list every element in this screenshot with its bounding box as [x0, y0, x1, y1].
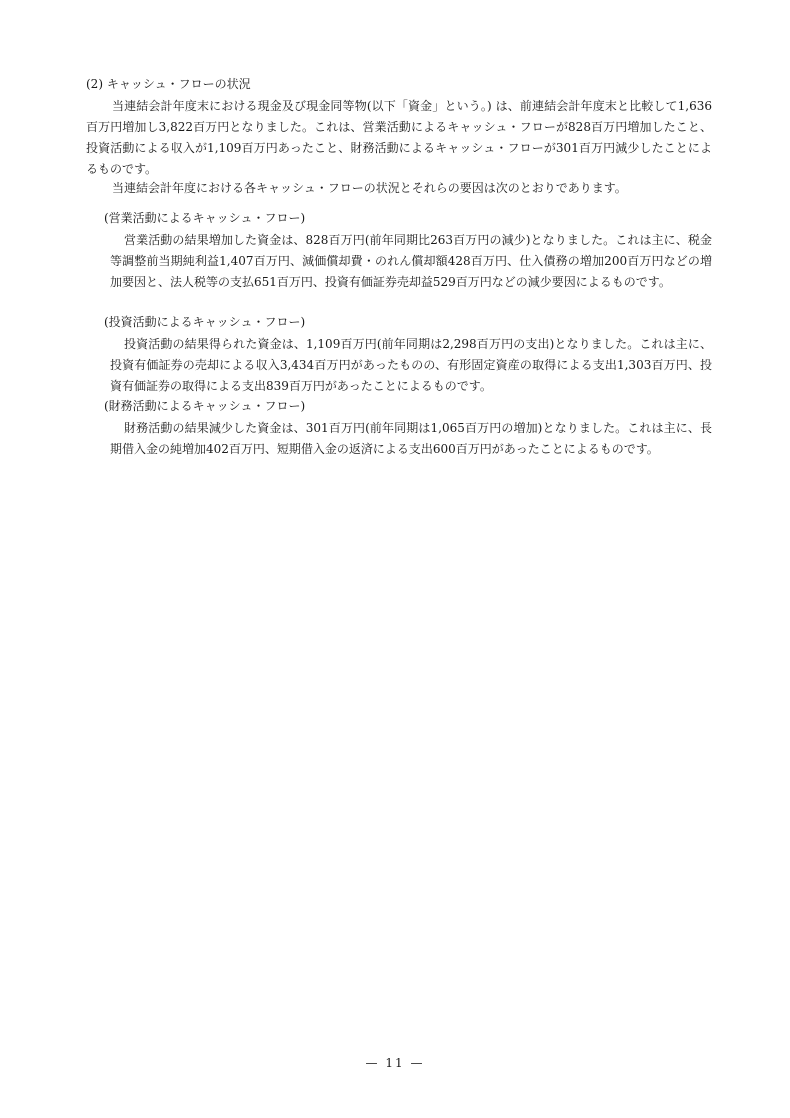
financing-cf-body: 財務活動の結果減少した資金は、301百万円(前年同期は1,065百万円の増加)となりました。これは主に、長期借入金の純増加402百万円、短期借入金の返済による支出600百万円があったことによるものです。	[110, 421, 712, 456]
investing-cf-body: 投資活動の結果得られた資金は、1,109百万円(前年同期は2,298百万円の支出)となりました。これは主に、投資有価証券の売却による収入3,434百万円があったものの、有形固定資産の取得による支出1,303百万円、投資有価証券の取得による支出839百万円があったことによるものです。	[110, 337, 712, 393]
investing-cf-title: (投資活動によるキャッシュ・フロー)	[104, 315, 306, 329]
page-number: — 11 —	[365, 1056, 425, 1070]
operating-cf-title: (営業活動によるキャッシュ・フロー)	[104, 211, 306, 225]
intro-summary-paragraph: 当連結会計年度における各キャッシュ・フローの状況とそれらの要因は次のとおりであります。	[112, 181, 627, 195]
operating-cf-body: 営業活動の結果増加した資金は、828百万円(前年同期比263百万円の減少)となりました。これは主に、税金等調整前当期純利益1,407百万円、減価償却費・のれん償却額428百万円、仕入債務の増加200百万円などの増加要因と、法人税等の支払651百万円、投資有価証券売却益529百万円などの減少要因によるものです。	[110, 233, 712, 289]
financing-cf-title: (財務活動によるキャッシュ・フロー)	[104, 399, 306, 413]
intro-paragraph: 当連結会計年度末における現金及び現金同等物(以下「資金」という。) は、前連結会計年度末と比較して1,636百万円増加し3,822百万円となりました。これは、営業活動によるキャッシュ・フローが828百万円増加したこと、投資活動による収入が1,109百万円あったこと、財務活動によるキャッシュ・フローが301百万円減少したことによるものです。	[86, 99, 712, 176]
section-heading: (2) キャッシュ・フローの状況	[86, 77, 251, 91]
